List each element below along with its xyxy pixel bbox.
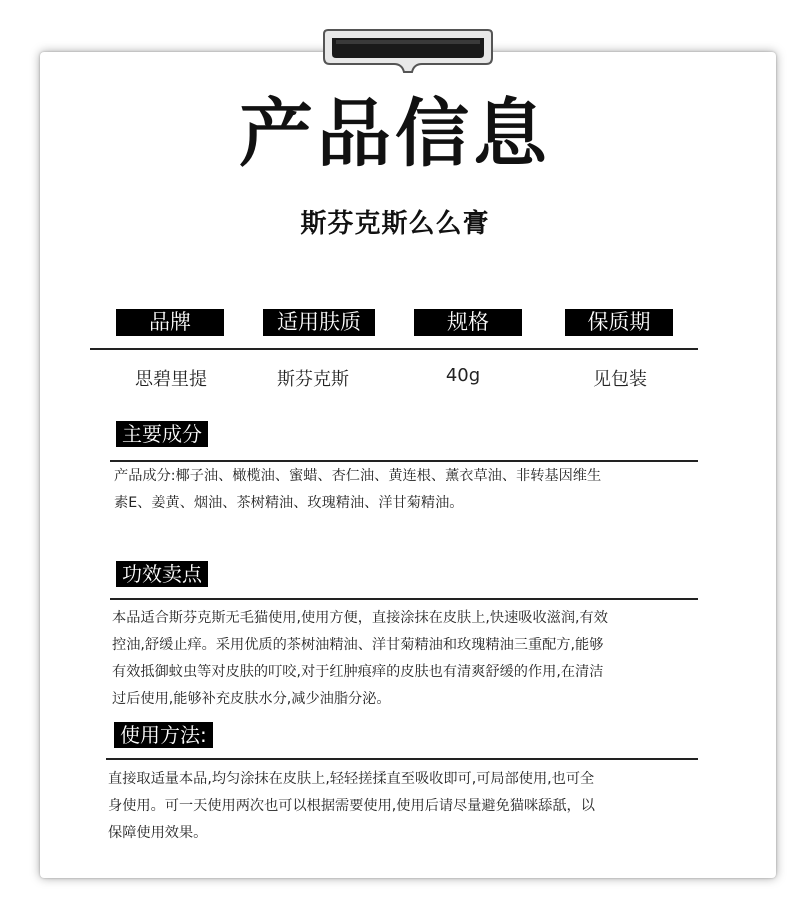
- spec-label-shelf-life: 保质期: [565, 309, 673, 336]
- benefits-line: 过后使用,能够补充皮肤水分,减少油脂分泌。: [112, 691, 391, 707]
- benefits-line: 本品适合斯芬克斯无毛猫使用,使用方便，直接涂抹在皮肤上,快速吸收滋润,有效: [112, 610, 608, 626]
- ingredients-divider: [110, 460, 698, 462]
- ingredients-line: 产品成分:椰子油、橄榄油、蜜蜡、杏仁油、黄连根、薰衣草油、非转基因维生: [114, 468, 602, 484]
- spec-value-shelf-life: 见包装: [593, 369, 647, 390]
- benefits-divider: [110, 598, 698, 600]
- usage-line: 身使用。可一天使用两次也可以根据需要使用,使用后请尽量避免猫咪舔舐，以: [108, 798, 595, 814]
- spec-value-skin-type: 斯芬克斯: [277, 369, 349, 390]
- usage-line: 保障使用效果。: [108, 825, 208, 841]
- usage-line: 直接取适量本品,均匀涂抹在皮肤上,轻轻搓揉直至吸收即可,可局部使用,也可全: [108, 771, 595, 787]
- usage-divider: [106, 758, 698, 760]
- ingredients-heading: 主要成分: [116, 421, 208, 447]
- spec-label-size: 规格: [414, 309, 522, 336]
- benefits-line: 有效抵御蚊虫等对皮肤的叮咬,对于红肿痕痒的皮肤也有清爽舒缓的作用,在清洁: [112, 664, 604, 680]
- spec-label-skin-type: 适用肤质: [263, 309, 375, 336]
- spec-value-brand: 思碧里提: [135, 369, 207, 390]
- spec-value-size: 40g: [445, 365, 481, 386]
- spec-label-brand: 品牌: [116, 309, 224, 336]
- clipboard-clip-icon: [318, 28, 498, 74]
- benefits-text: [112, 605, 608, 713]
- benefits-heading: 功效卖点: [116, 561, 208, 587]
- benefits-line: 控油,舒缓止痒。采用优质的茶树油精油、洋甘菊精油和玫瑰精油三重配方,能够: [112, 637, 604, 653]
- usage-heading: 使用方法:: [114, 722, 213, 748]
- spec-divider: [90, 348, 698, 350]
- usage-text: [108, 766, 595, 847]
- ingredients-line: 素E、姜黄、烟油、茶树精油、玫瑰精油、洋甘菊精油。: [114, 495, 464, 511]
- product-name: 斯芬克斯么么膏: [300, 209, 490, 239]
- page-title: 产品信息: [239, 91, 551, 177]
- ingredients-text: [114, 463, 601, 517]
